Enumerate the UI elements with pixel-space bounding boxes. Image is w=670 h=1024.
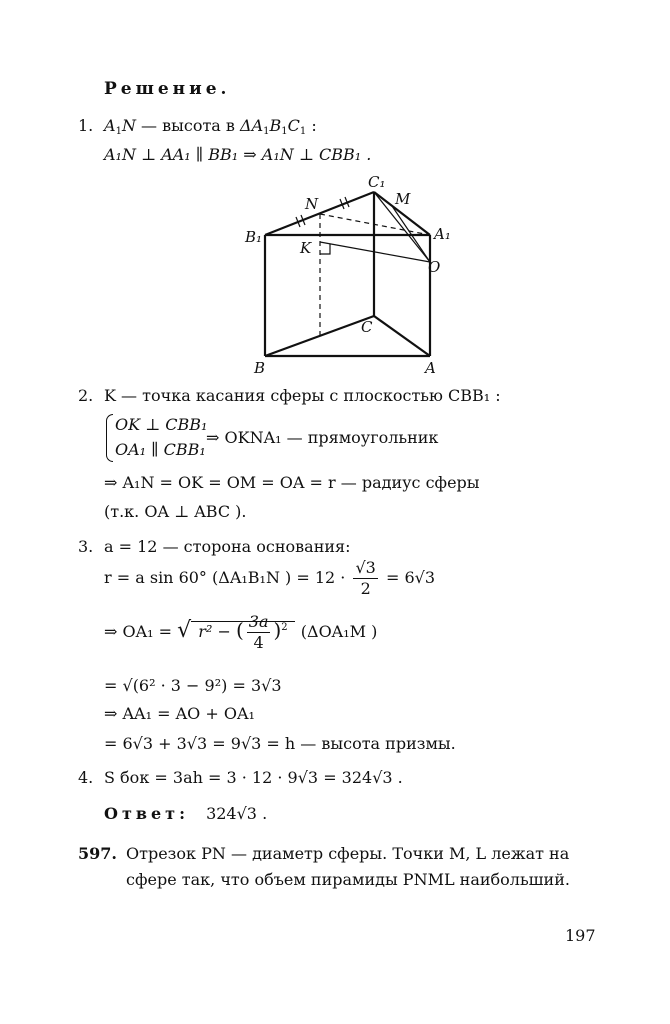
oa1-right: (ΔOA₁M ) bbox=[300, 622, 378, 641]
label-c1: C₁ bbox=[368, 173, 386, 191]
radius-fraction bbox=[353, 558, 377, 599]
step-3-eq-line: = √(6² · 3 − 9²) = 3√3 bbox=[104, 676, 282, 695]
label-b1: B₁ bbox=[245, 228, 263, 246]
step-2-line-3: (т.к. OA ⊥ ABC ). bbox=[104, 502, 247, 521]
system-line-2: OA₁ ∥ CBB₁ bbox=[115, 440, 206, 459]
step-2-line-1: K — точка касания сферы с плоскостью CBB₁ : bbox=[104, 386, 501, 405]
oa1-fraction bbox=[247, 612, 271, 653]
edge-b1-c1 bbox=[265, 192, 374, 235]
system-line-1: OK ⊥ CBB₁ bbox=[115, 415, 208, 434]
label-a: A bbox=[425, 359, 436, 377]
step-2-line-2: ⇒ A₁N = OK = OM = OA = r — радиус сферы bbox=[104, 473, 480, 492]
step-4-formula: S бок = 3ah = 3 · 12 · 9√3 = 324√3 . bbox=[104, 768, 403, 787]
answer-line bbox=[104, 804, 267, 823]
system-bracket bbox=[106, 414, 113, 462]
label-n: N bbox=[305, 195, 319, 213]
step-2-number: 2. bbox=[78, 386, 94, 405]
step-1-number: 1. bbox=[78, 116, 94, 135]
solution-heading: Решение. bbox=[104, 79, 231, 99]
oa1-fraction-numerator: 3a bbox=[248, 612, 269, 631]
label-m: M bbox=[395, 190, 411, 208]
radius-fraction-denominator: 2 bbox=[360, 579, 371, 598]
radius-left: r = a sin 60° (ΔA₁B₁N ) = 12 · bbox=[104, 568, 346, 587]
radius-fraction-numerator: √3 bbox=[355, 558, 376, 577]
step-1-line-2: A₁N ⊥ AA₁ ∥ BB₁ ⇒ A₁N ⊥ CBB₁ . bbox=[104, 145, 372, 164]
oa1-root-left: r² − bbox=[198, 622, 231, 641]
right-angle-mark-k bbox=[320, 244, 330, 254]
radius-right: = 6√3 bbox=[385, 568, 435, 587]
step-3-oa1-line: ⇒ OA₁ = √ r² − ( $\frac{3a}{4}$ )$^2$ (ΔOA₁M ) bbox=[104, 612, 378, 652]
answer-label: Ответ: bbox=[104, 804, 189, 823]
step-3-number: 3. bbox=[78, 537, 94, 556]
step-1-line-1: $A_1N$ — высота в $\Delta A_1B_1C_1$ : bbox=[104, 116, 317, 137]
oa1-left: ⇒ OA₁ = bbox=[104, 622, 173, 641]
step-3-aa1-line: ⇒ AA₁ = AO + OA₁ bbox=[104, 704, 255, 723]
step-3-side-line: a = 12 — сторона основания: bbox=[104, 537, 351, 556]
step-4-number: 4. bbox=[78, 768, 94, 787]
label-a1: A₁ bbox=[434, 225, 451, 243]
label-o: O bbox=[428, 258, 441, 276]
problem-597-line-2: сфере так, что объем пирамиды PNML наибольший. bbox=[126, 870, 570, 889]
system-conclusion: ⇒ OKNA₁ — прямоугольник bbox=[206, 428, 439, 447]
answer-value: 324√3 . bbox=[206, 804, 268, 823]
oa1-fraction-denominator: 4 bbox=[253, 633, 264, 652]
label-k: K bbox=[300, 239, 312, 257]
problem-597-number: 597. bbox=[78, 844, 117, 863]
step-3-height-line: = 6√3 + 3√3 = 9√3 = h — высота призмы. bbox=[104, 734, 456, 753]
problem-597-line-1: Отрезок PN — диаметр сферы. Точки M, L лежат на bbox=[126, 844, 570, 863]
label-b: B bbox=[254, 359, 266, 377]
page-number: 197 bbox=[565, 926, 596, 945]
label-c: C bbox=[361, 318, 373, 336]
step-1-line-1-text: — высота в bbox=[141, 116, 235, 135]
edge-c-a bbox=[374, 316, 430, 356]
step-3-radius-line bbox=[104, 558, 435, 599]
